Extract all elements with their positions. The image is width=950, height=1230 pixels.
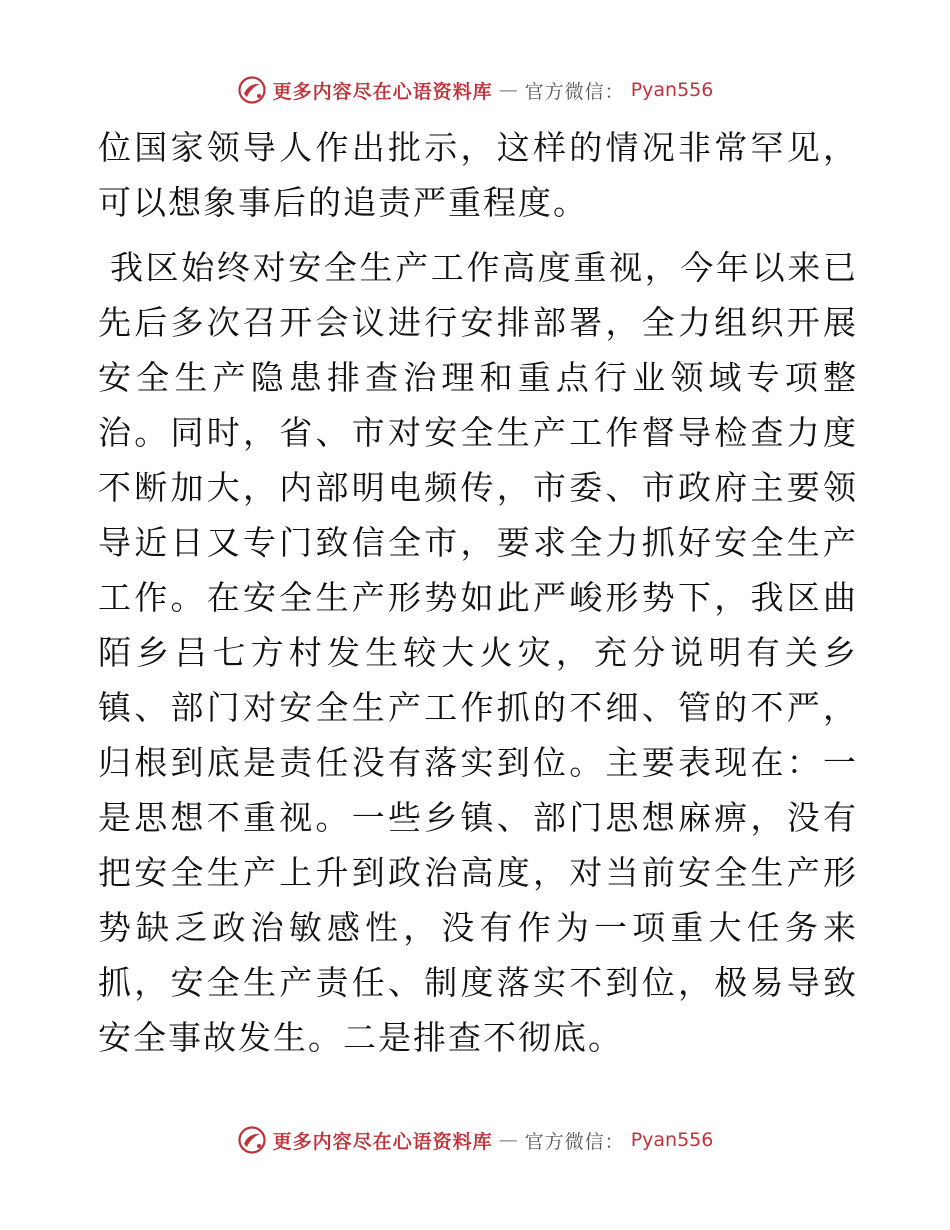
watermark-dash: — [498, 1129, 519, 1151]
watermark-main-text: 更多内容尽在心语资料库 [272, 80, 493, 103]
document-body [98, 120, 858, 1065]
page-header-watermark [0, 70, 950, 110]
page-footer-watermark [0, 1120, 950, 1160]
paragraph: 位国家领导人作出批示，这样的情况非常罕见，可以想象事后的追责严重程度。 [98, 128, 858, 222]
brand-logo-icon [237, 75, 267, 105]
watermark-dash: — [498, 79, 519, 101]
watermark-main-text: 更多内容尽在心语资料库 [272, 1130, 493, 1153]
watermark-wechat-id: Pyan556 [630, 79, 714, 101]
watermark-wechat-id: Pyan556 [630, 1129, 714, 1151]
watermark-official-label: 官方微信： [524, 80, 625, 103]
watermark-official-label: 官方微信： [524, 1130, 625, 1153]
paragraph: 我区始终对安全生产工作高度重视，今年以来已先后多次召开会议进行安排部署，全力组织开展安全生产隐患排查治理和重点行业领域专项整治。同时，省、市对安全生产工作督导检查力度不断加大，内部明电频传，市委、市政府主要领导近日又专门致信全市，要求全力抓好安全生产工作。在安全生产形势如此严峻形势下，我区曲陌乡吕七方村发生较大火灾，充分说明有关乡镇、部门对安全生产工作抓的不细、管的不严，归根到底是责任没有落实到位。主要表现在：一是思想不重视。一些乡镇、部门思想麻痹，没有把安全生产上升到政治高度，对当前安全生产形势缺乏政治敏感性，没有作为一项重大任务来抓，安全生产责任、制度落实不到位，极易导致安全事故发生。二是排查不彻底。 [98, 248, 858, 1057]
brand-logo-icon [237, 1125, 267, 1155]
watermark [237, 1125, 714, 1155]
watermark [237, 75, 714, 105]
